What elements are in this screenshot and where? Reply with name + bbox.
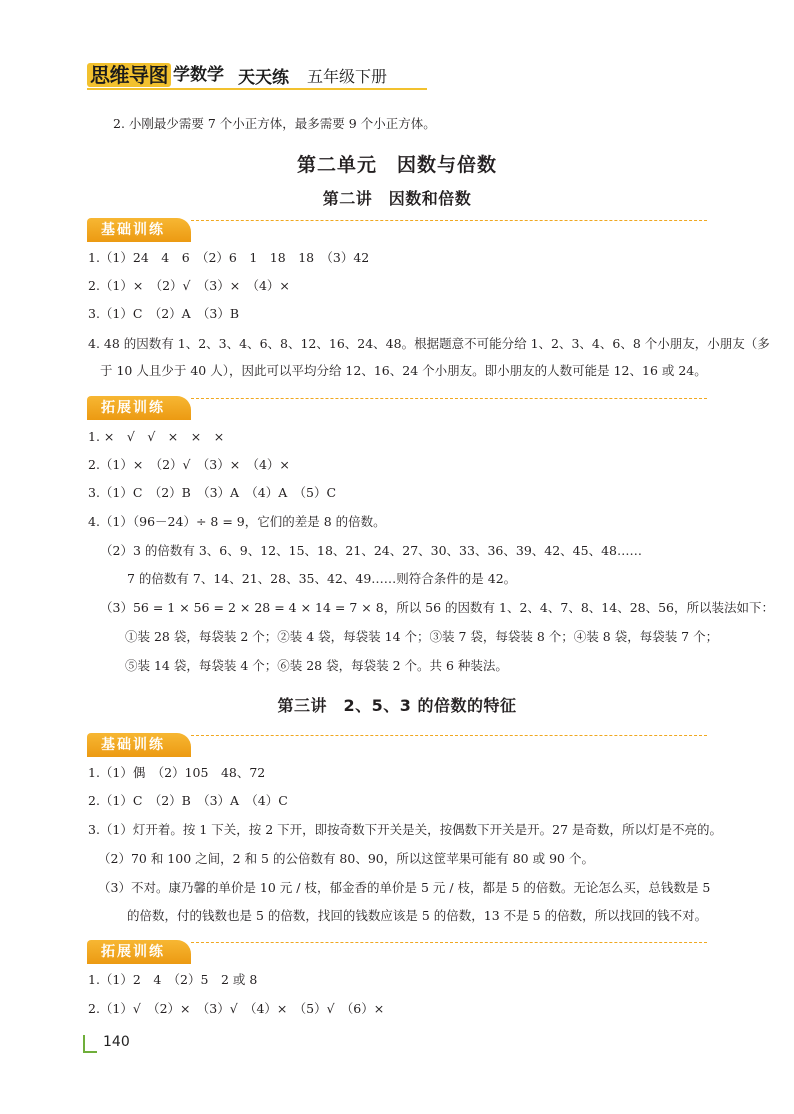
answer-line: （2）3 的倍数有 3、6、9、12、15、18、21、24、27、30、33、36、39、42、45、48…… [100,543,642,558]
corner-bracket-icon [83,1035,97,1053]
answer-line: 4. 48 的因数有 1、2、3、4、6、8、12、16、24、48。根据题意不可能分给 1、2、3、4、6、8 个小朋友，小朋友（多 [88,336,770,351]
lecture-3-title: 第三讲 2、5、3 的倍数的特征 [277,696,517,715]
dashed-divider [191,398,707,399]
answer-line: 于 10 人且少于 40 人），因此可以平均分给 12、16、24 个小朋友。即小朋友的人数可能是 12、16 或 24。 [100,363,707,378]
brand-main: 思维导图 [87,63,171,87]
lecture-2-title: 第二讲 因数和倍数 [322,189,472,208]
dashed-divider [191,735,707,736]
prev-answer: 2. 小刚最少需要 7 个小正方体，最多需要 9 个小正方体。 [113,116,436,131]
answer-line: 2.（1）× （2）√ （3）× （4）× [88,278,290,293]
header-divider [87,88,427,90]
unit-title: 第二单元 因数与倍数 [296,154,497,176]
answer-line: 3.（1）C （2）A （3）B [88,306,240,321]
answer-line: ①装 28 袋，每袋装 2 个；②装 4 袋，每袋装 14 个；③装 7 袋，每袋装 8 个；④装 8 袋，每袋装 7 个； [125,629,719,644]
page-header [87,62,387,88]
section-tag: 基础训练 [87,733,191,757]
answer-line: 的倍数，付的钱数也是 5 的倍数，找回的钱数应该是 5 的倍数，13 不是 5 的倍数，所以找回的钱不对。 [127,908,708,923]
answer-line: （3）不对。康乃馨的单价是 10 元 / 枝，郁金香的单价是 5 元 / 枝，都是 5 的倍数。无论怎么买，总钱数是 5 [98,880,711,895]
dashed-divider [191,942,707,943]
answer-line: 4.（1）（96－24）÷ 8 = 9，它们的差是 8 的倍数。 [88,514,386,529]
answer-line: 2.（1）C （2）B （3）A （4）C [88,793,288,808]
answer-line: 1.（1）24 4 6 （2）6 1 18 18 （3）42 [88,250,370,265]
section-basic-training-3 [87,733,707,757]
answer-line: 1.（1）2 4 （2）5 2 或 8 [88,972,258,987]
section-tag: 拓展训练 [87,396,191,420]
section-extended-training-2 [87,396,707,420]
answer-line: （3）56 = 1 × 56 = 2 × 28 = 4 × 14 = 7 × 8，所以 56 的因数有 1、2、4、7、8、14、28、56，所以装法如下： [100,600,775,615]
answer-line: 1. × √ √ × × × [88,429,225,444]
section-basic-training-2 [87,218,707,242]
answer-line: 3.（1）C （2）B （3）A （4）A （5）C [88,485,337,500]
answer-line: 3.（1）灯开着。按 1 下关，按 2 下开，即按奇数下开关是关，按偶数下开关是开。27 是奇数，所以灯是不亮的。 [88,822,723,837]
section-extended-training-3 [87,940,707,964]
answer-line: ⑤装 14 袋，每袋装 4 个；⑥装 28 袋，每袋装 2 个。共 6 种装法。 [125,658,508,673]
grade-label: 五年级下册 [307,66,388,86]
page-number [83,1033,135,1053]
answer-line: 2.（1）× （2）√ （3）× （4）× [88,457,290,472]
answer-line: 2.（1）√ （2）× （3）√ （4）× （5）√ （6）× [88,1001,385,1016]
brand-sub: 学数学 [173,65,224,85]
answer-line: 1.（1）偶 （2）105 48、72 [88,765,266,780]
series-name: 天天练 [238,67,289,88]
answer-line: 7 的倍数有 7、14、21、28、35、42、49……则符合条件的是 42。 [127,571,517,586]
page-number-text: 140 [103,1034,130,1050]
brand-logo [87,63,226,87]
dashed-divider [191,220,707,221]
section-tag: 基础训练 [87,218,191,242]
section-tag: 拓展训练 [87,940,191,964]
answer-line: （2）70 和 100 之间，2 和 5 的公倍数有 80、90，所以这筐苹果可能有 80 或 90 个。 [98,851,594,866]
